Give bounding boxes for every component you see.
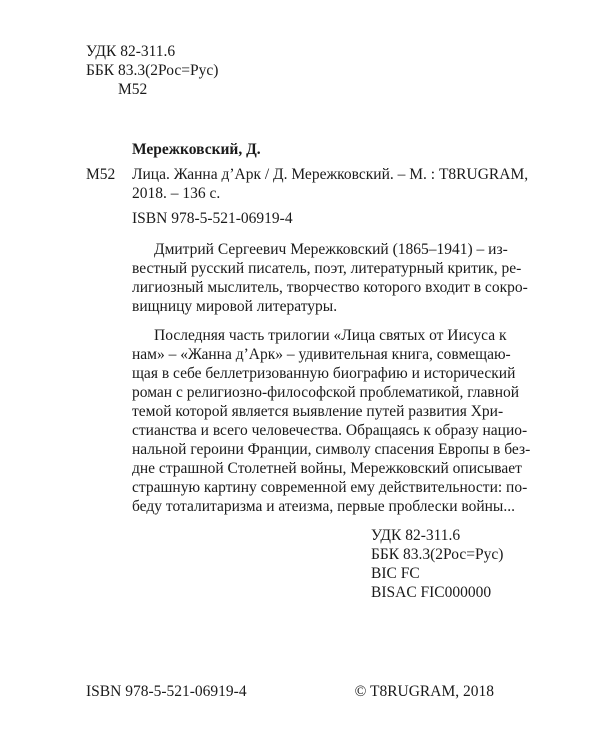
bibliographic-description: [132, 165, 529, 203]
author-heading: Мережковский, Д.: [132, 141, 261, 158]
annotation-line: дне страшной Столетней войны, Мережковский описывает: [132, 460, 522, 477]
annotation: [132, 240, 531, 516]
annotation-line: лигиозный мыслитель, творчество которого входит в сокро-: [132, 279, 528, 296]
author-mark-side: М52: [86, 166, 116, 183]
classification-block-bottom: [371, 526, 503, 602]
annotation-line: беду тоталитаризма и атеизма, первые проблески войны...: [132, 498, 515, 515]
description-line: Лица. Жанна д’Арк / Д. Мережковский. – М. : T8RUGRAM,: [132, 166, 529, 183]
description-line: 2018. – 136 с.: [132, 185, 221, 202]
annotation-line: нам» – «Жанна д’Арк» – удивительная книга, совмещаю-: [132, 346, 511, 363]
annotation-line: темой которой является выявление путей развития Хри-: [132, 403, 504, 420]
annotation-line: Последняя часть трилогии «Лица святых от Иисуса к: [154, 327, 507, 344]
bbk-code: ББК 83.3(2Рос=Рус): [86, 62, 219, 79]
annotation-line: щая в себе беллетризованную биографию и исторический: [132, 365, 516, 382]
annotation-line: стианства и всего человечества. Обращаясь к образу нацио-: [132, 422, 528, 439]
isbn-line: ISBN 978-5-521-06919-4: [132, 210, 293, 227]
footer-isbn: ISBN 978-5-521-06919-4: [86, 683, 247, 700]
udk-code: УДК 82-311.6: [86, 43, 176, 60]
annotation-line: нальной героини Франции, символу спасения Европы в без-: [132, 441, 531, 458]
annotation-line: вищницу мировой литературы.: [132, 298, 338, 315]
bic-code: BIC FC: [371, 565, 420, 582]
classification-block-top: [86, 42, 218, 99]
annotation-line: вестный русский писатель, поэт, литературный критик, ре-: [132, 260, 522, 277]
bbk-code: ББК 83.3(2Рос=Рус): [371, 546, 504, 563]
author-mark: М52: [118, 81, 148, 98]
annotation-line: роман с религиозно-философской проблематикой, главной: [132, 384, 520, 401]
footer-copyright: © T8RUGRAM, 2018: [354, 683, 494, 700]
annotation-line: Дмитрий Сергеевич Мережковский (1865–1941) – из-: [154, 241, 508, 258]
bisac-code: BISAC FIC000000: [371, 584, 492, 601]
annotation-line: страшную картину современной ему действительности: по-: [132, 479, 528, 496]
udk-code: УДК 82-311.6: [371, 527, 461, 544]
